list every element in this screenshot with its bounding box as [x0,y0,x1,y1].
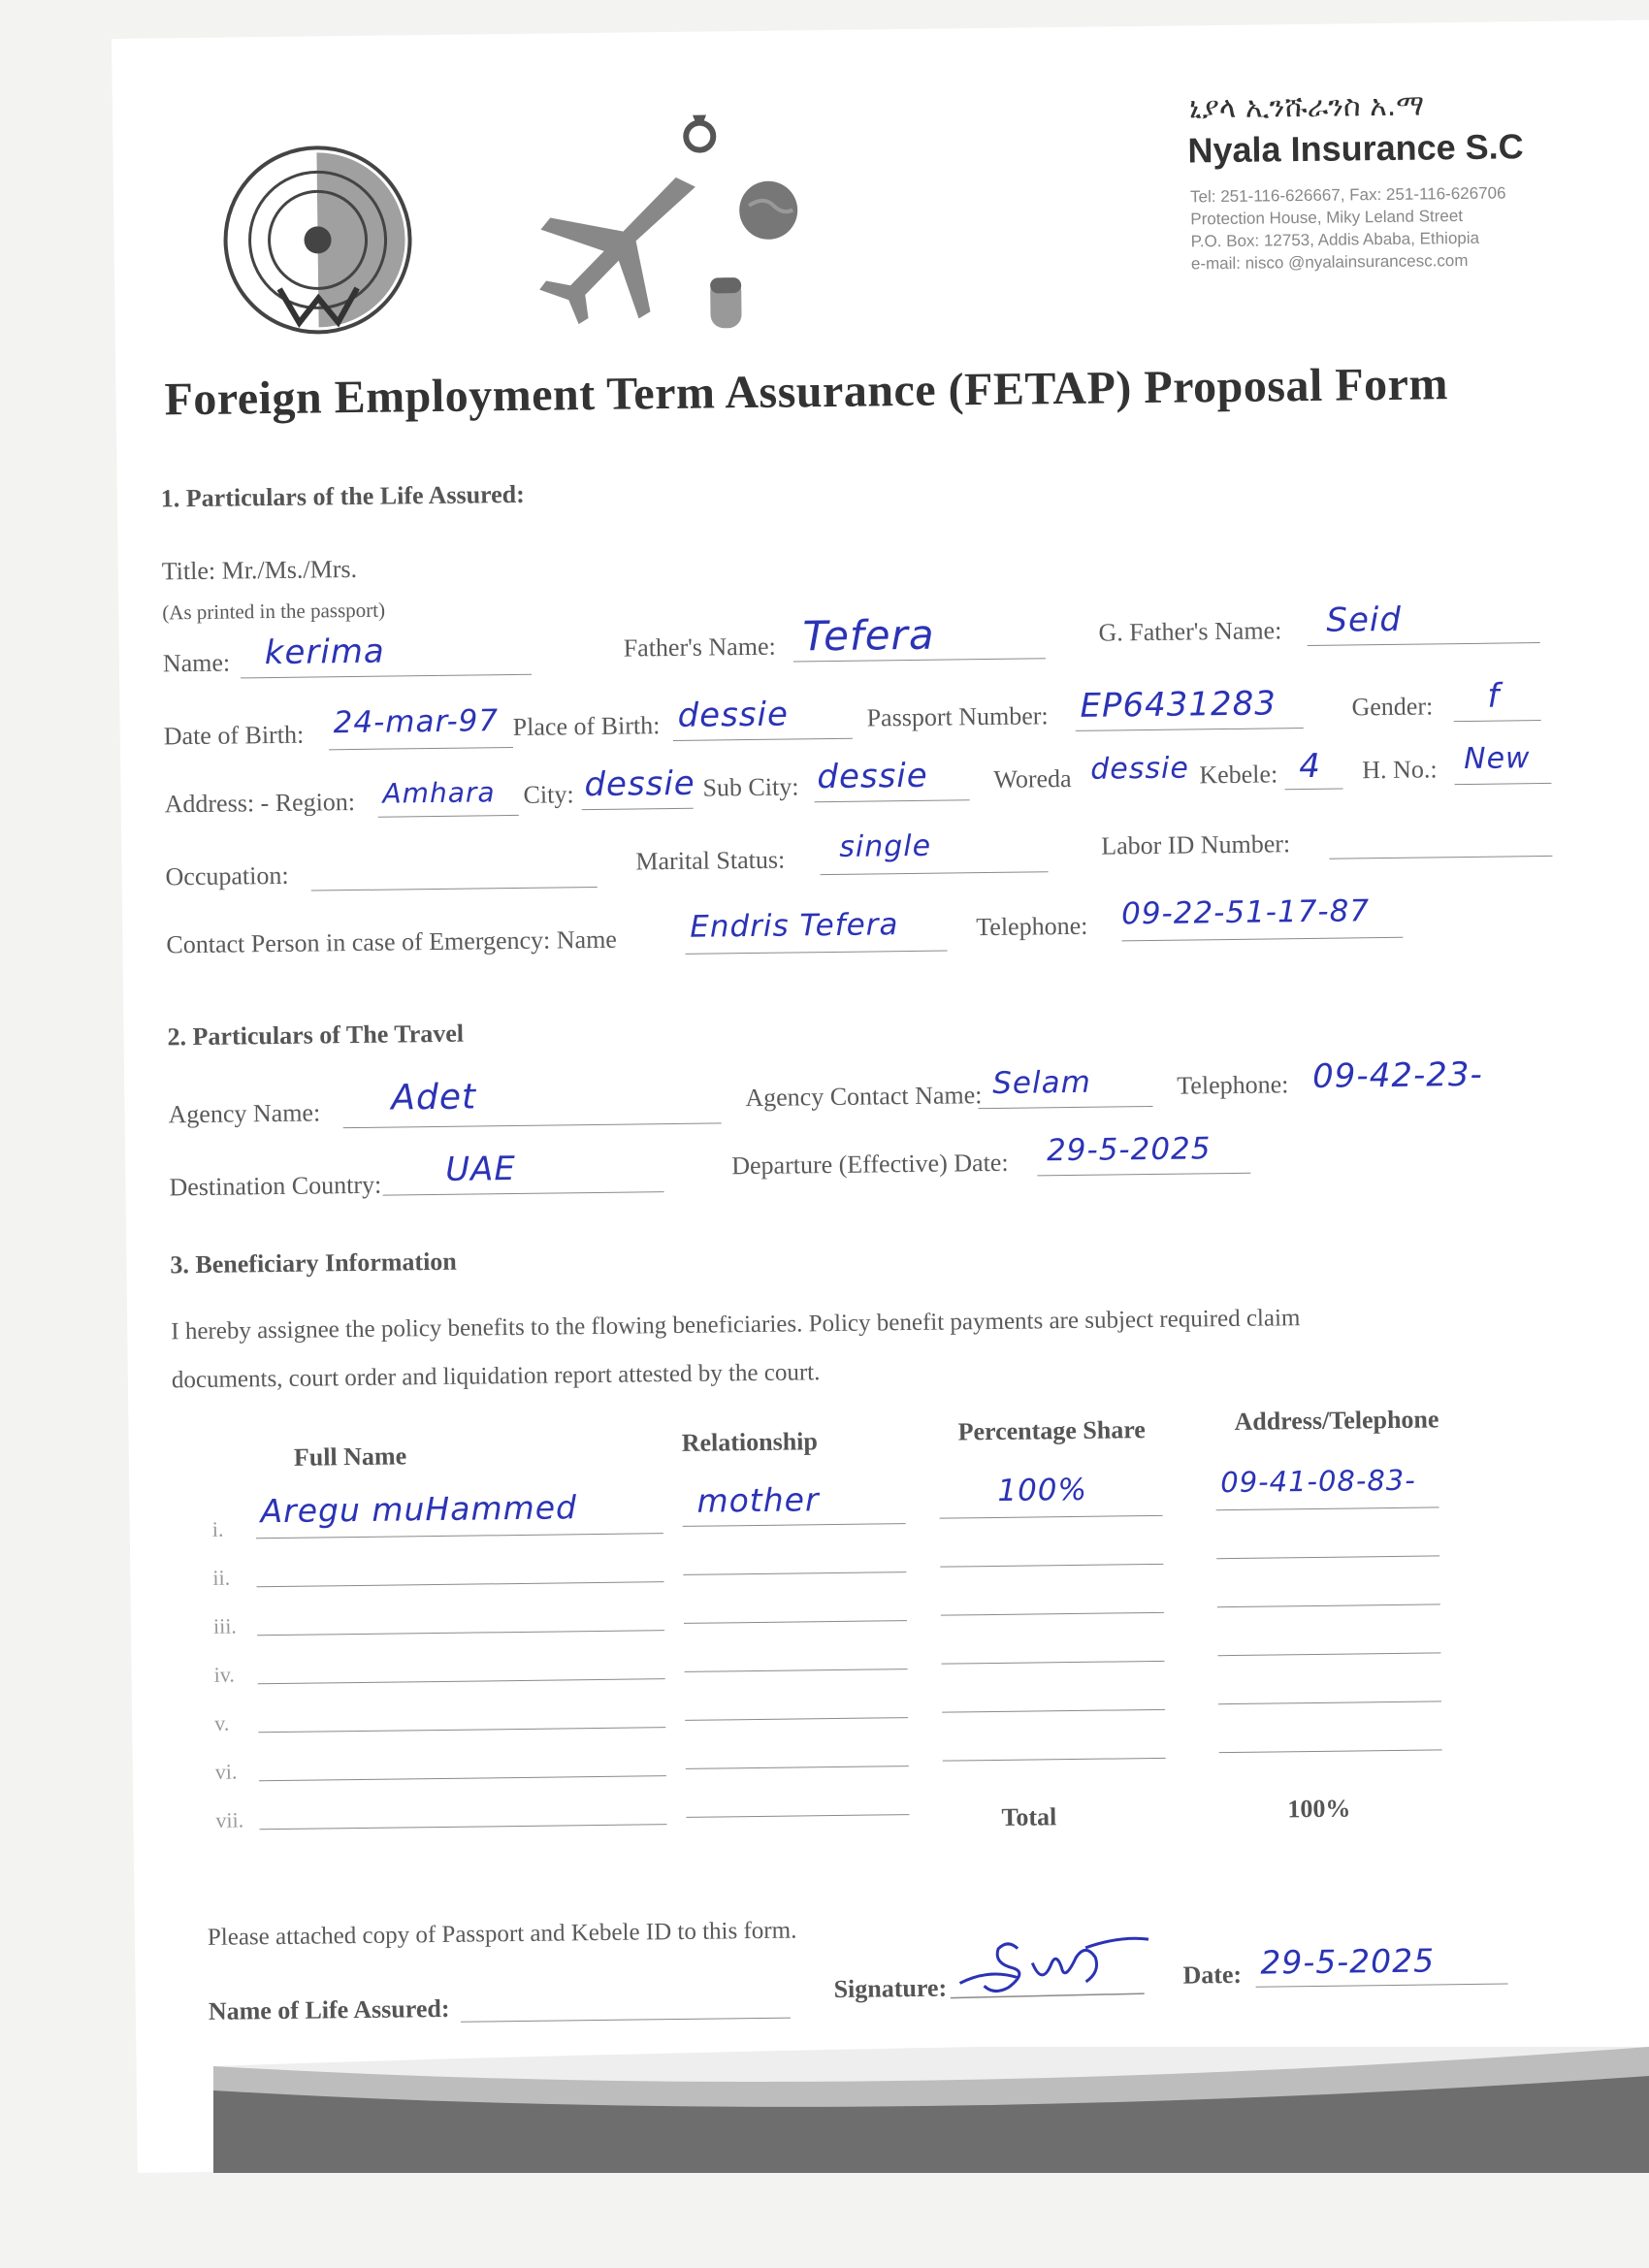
form-title: Foreign Employment Term Assurance (FETAP) Proposal Form [164,358,1449,426]
gfather-name-label: G. Father's Name: [1098,616,1282,647]
section1-heading: 1. Particulars of the Life Assured: [160,479,525,513]
agency-contact-line [979,1106,1153,1109]
father-name-label: Father's Name: [623,632,776,663]
beneficiary-share-value[interactable]: 100% [997,1472,1088,1508]
destination-country-line [383,1191,664,1196]
departure-date-value[interactable]: 29-5-2025 [1046,1131,1212,1169]
row-address-line[interactable] [1219,1749,1442,1753]
emergency-name-value[interactable]: Endris Tefera [690,907,899,945]
city-label: City: [523,780,574,809]
kebele-value[interactable]: 4 [1299,746,1322,787]
beneficiary-name-value[interactable]: Aregu muHammed [260,1488,578,1531]
pob-value[interactable]: dessie [677,695,790,735]
date-line [1256,1984,1508,1988]
total-value: 100% [1287,1794,1351,1824]
signature-label: Signature: [833,1973,948,2004]
row-share-line[interactable] [941,1612,1164,1616]
nyala-logo-icon [219,142,415,338]
signature-mark [950,1928,1154,2008]
region-label: Address: - Region: [164,787,356,819]
beneficiary-paragraph-line1: I hereby assignee the policy benefits to the flowing beneficiaries. Policy benefit payments are subject required claim [171,1305,1301,1345]
contact-line-pobox: P.O. Box: 12753, Addis Ababa, Ethiopia [1190,228,1480,251]
dob-value[interactable]: 24-mar-97 [333,703,500,741]
woreda-label: Woreda [993,763,1072,794]
footer-wave-band [97,2047,1649,2173]
ring-icon [675,109,725,158]
agency-telephone-value[interactable]: 09-42-23- [1311,1054,1484,1096]
row-relationship-line[interactable] [686,1766,909,1769]
date-value[interactable]: 29-5-2025 [1260,1941,1436,1982]
airplane-icon [531,168,707,325]
form-page [112,20,1649,2173]
subcity-value[interactable]: dessie [817,756,928,797]
agency-name-line [343,1122,722,1128]
gender-value[interactable]: f [1487,676,1501,716]
contact-line-street: Protection House, Miky Leland Street [1190,206,1464,229]
city-line [582,808,694,810]
passport-number-label: Passport Number: [866,701,1049,732]
occupation-label: Occupation: [165,860,289,891]
emergency-telephone-line [1121,937,1403,942]
globe-icon [734,176,803,244]
row-share-line[interactable] [942,1709,1165,1713]
beneficiary-address-value[interactable]: 09-41-08-83- [1220,1463,1416,1500]
house-number-label: H. No.: [1362,755,1438,785]
agency-name-value[interactable]: Adet [391,1077,477,1118]
marital-status-value[interactable]: single [839,828,932,864]
passport-number-line [1076,728,1304,731]
row-number: vi. [214,1759,238,1784]
name-value[interactable]: kerima [264,632,385,673]
city-value[interactable]: dessie [584,763,695,805]
labor-id-label: Labor ID Number: [1101,829,1291,860]
marital-status-label: Marital Status: [635,845,786,876]
column-header-percentage-share: Percentage Share [957,1415,1147,1446]
destination-country-value[interactable]: UAE [445,1149,517,1189]
row-address-line[interactable] [1216,1555,1439,1559]
pob-label: Place of Birth: [512,711,661,741]
row-number: iv. [213,1662,235,1687]
kebele-label: Kebele: [1199,760,1278,790]
row-number: vii. [215,1807,244,1832]
pob-line [673,738,853,741]
woreda-value[interactable]: dessie [1090,751,1190,787]
company-name: Nyala Insurance S.C [1187,126,1524,171]
subcity-label: Sub City: [702,772,799,802]
subcity-line [815,799,970,802]
gender-label: Gender: [1351,692,1434,722]
row-name-line[interactable] [259,1775,666,1781]
row-relationship-line [683,1523,906,1527]
name-field-line [241,674,532,679]
row-share-line[interactable] [940,1564,1163,1568]
departure-date-line [1037,1173,1250,1177]
row-name-line[interactable] [258,1727,665,1733]
beneficiary-relationship-value[interactable]: mother [696,1480,820,1520]
row-share-line[interactable] [942,1661,1165,1665]
row-name-line[interactable] [257,1581,664,1587]
row-name-line [256,1533,663,1539]
row-address-line[interactable] [1218,1701,1441,1704]
contact-line-email: e-mail: nisco @nyalainsurancesc.com [1190,250,1469,274]
passport-note: (As printed in the passport) [162,598,386,625]
row-share-line[interactable] [943,1758,1166,1762]
row-name-line[interactable] [260,1824,667,1830]
row-address-line [1216,1507,1439,1510]
marital-status-line [821,871,1049,875]
beneficiary-paragraph-line2: documents, court order and liquidation report attested by the court. [171,1359,821,1394]
region-line [378,815,519,818]
row-relationship-line[interactable] [683,1571,906,1575]
row-number: ii. [212,1565,231,1590]
section3-heading: 3. Beneficiary Information [170,1247,457,1280]
column-header-relationship: Relationship [681,1427,819,1457]
row-number: i. [211,1516,224,1541]
row-number: iii. [212,1613,237,1638]
labor-id-line [1329,856,1552,859]
section2-heading: 2. Particulars of The Travel [167,1019,465,1052]
life-assured-name-line[interactable] [461,2018,791,2023]
kebele-line [1285,789,1343,791]
company-contact [1190,181,1507,275]
passport-number-value[interactable]: EP6431283 [1080,684,1277,726]
attach-note: Please attached copy of Passport and Kebele ID to this form. [207,1917,797,1951]
column-header-address-telephone: Address/Telephone [1234,1405,1439,1436]
title-label: Title: Mr./Ms./Mrs. [161,554,358,586]
row-name-line[interactable] [257,1630,664,1636]
date-label: Date: [1182,1960,1243,1990]
contact-line-phone: Tel: 251-116-626667, Fax: 251-116-626706 [1189,183,1506,207]
house-number-line [1454,783,1551,785]
name-label: Name: [162,648,231,678]
column-header-full-name: Full Name [293,1442,407,1472]
agency-contact-value[interactable]: Selam [992,1064,1092,1101]
row-relationship-line[interactable] [684,1620,907,1624]
gender-line [1454,720,1541,722]
agency-telephone-label: Telephone: [1177,1070,1289,1100]
life-assured-name-label: Name of Life Assured: [208,1993,450,2025]
occupation-line [311,887,598,891]
emergency-contact-label: Contact Person in case of Emergency: Name [166,924,618,959]
agency-contact-label: Agency Contact Name: [745,1081,983,1113]
emergency-name-line [686,951,948,955]
gfather-name-value[interactable]: Seid [1326,599,1403,640]
dob-label: Date of Birth: [163,720,305,751]
row-address-line[interactable] [1217,1652,1440,1656]
agency-name-label: Agency Name: [168,1098,321,1129]
row-address-line[interactable] [1217,1604,1440,1607]
row-number: v. [214,1710,230,1735]
gfather-name-line [1308,642,1540,646]
departure-date-label: Departure (Effective) Date: [731,1148,1009,1181]
row-name-line[interactable] [258,1678,665,1684]
company-name-amharic: ኒያላ ኢንሹራንስ አ.ማ [1188,88,1425,126]
row-share-line [940,1515,1163,1519]
row-relationship-line[interactable] [685,1669,908,1672]
pill-icon [706,274,746,332]
house-number-value[interactable]: New [1463,741,1531,777]
row-relationship-line[interactable] [686,1814,909,1818]
emergency-telephone-label: Telephone: [976,911,1088,942]
dob-line [329,747,513,750]
total-label: Total [1001,1802,1057,1831]
father-name-value[interactable]: Tefera [802,610,935,661]
destination-country-label: Destination Country: [169,1170,382,1202]
region-value[interactable]: Amhara [382,776,496,810]
emergency-telephone-value[interactable]: 09-22-51-17-87 [1120,893,1371,932]
row-relationship-line[interactable] [685,1717,908,1721]
